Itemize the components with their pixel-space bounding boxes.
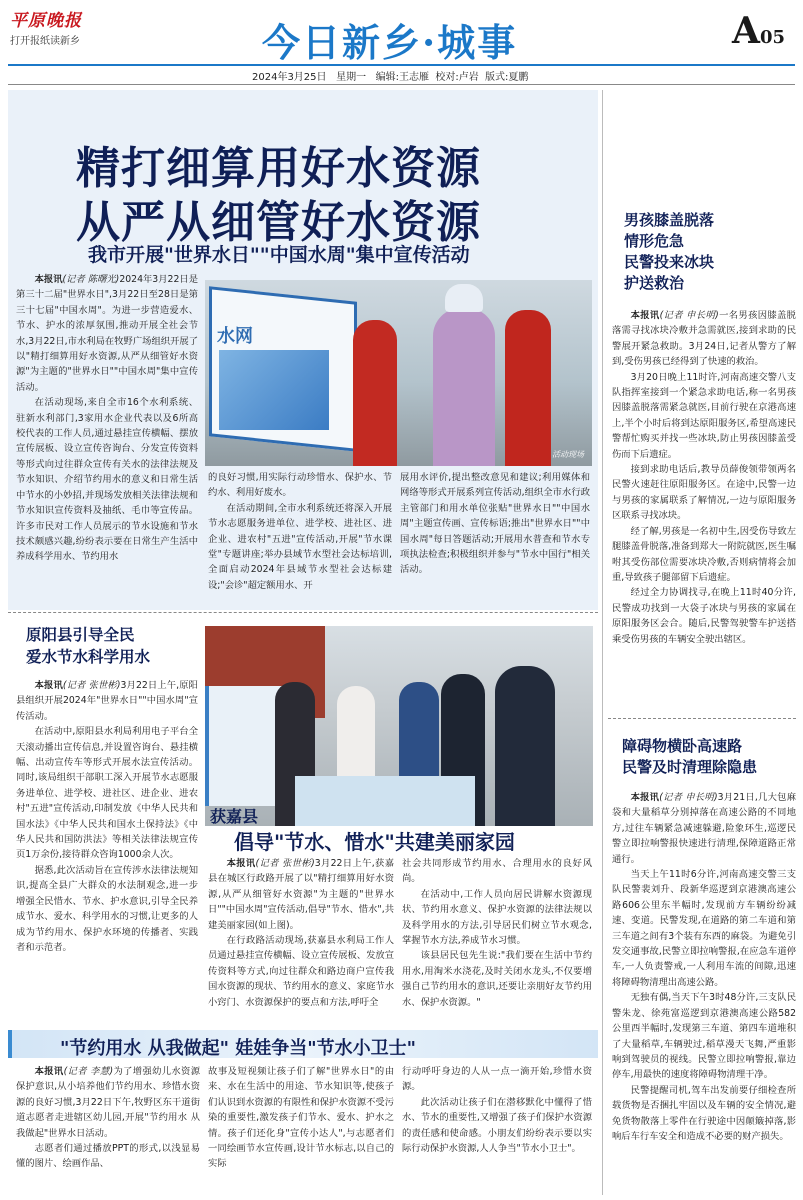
right-top-para-1: 一名男孩因膝盖脱落需寻找冰块冷敷并急需就医,接到求助的民警展开紧急救助。3月24日,记者从警方了解到,受伤男孩已经得到了快速的救治。 (612, 310, 796, 368)
right-top-para-5: 经过全力协调找寻,在晚上11时40分许,民警成功找到一大袋子冰块与男孩的家属在原阳服务区会合。随后,民警驾驶警车护送搭乘受伤男孩的车辆安全驶出辖区。 (612, 587, 796, 645)
column-divider (602, 90, 603, 1195)
right-bottom-para-1: 3月21日,几大包麻袋和大量稻草分别掉落在高速公路的不同地方,过往车辆紧急减速躲避,险象环生,巡逻民警立即拉响警报快速进行清理,保障道路正常通行。 (612, 792, 796, 865)
bottom-column-3 (402, 1064, 592, 1156)
paper-slogan: 打开报纸读新乡 (10, 36, 80, 47)
page-letter: A (732, 10, 760, 52)
right-top-para-4: 经了解,男孩是一名初中生,因受伤导致左腿膝盖骨脱落,准备到郑大一附院就医,医生嘱咐其受伤部位需要冰块冷敷,否则病情将会加重,导致孩子腿部留下后遗症。 (612, 525, 796, 583)
bottom-para-4: 行动呼吁身边的人从一点一滴开始,珍惜水资源。 (402, 1066, 592, 1093)
byline: 本报讯 (630, 310, 660, 321)
bottom-column-2 (208, 1064, 394, 1172)
headline-line: 男孩膝盖脱落 (624, 211, 715, 229)
lead-photo (205, 280, 592, 466)
headline-line: 护送救治 (624, 274, 685, 292)
masthead (0, 0, 803, 86)
lead-para-3: 的良好习惯,用实际行动珍惜水、保护水、节约水、利用好废水。 (208, 472, 392, 499)
board-sign: 水网 (217, 326, 253, 347)
lead-photo-caption: 活动现场 (552, 450, 584, 459)
headline-line: 原阳县引导全民 (26, 625, 135, 644)
lead-column-1 (16, 272, 198, 565)
right-top-para-2: 3月20日晚上11时许,河南高速交警八支队指挥室接到一个紧急求助电话,称一名男孩因膝盖脱落需紧急就医,目前行驶在京港高速上,半个小时后将到达原阳服务区,希望高速民警帮忙购买并找一些冰块,防止男孩因膝盖受伤而下后遗症。 (612, 371, 796, 460)
byline: 本报讯 (34, 1066, 64, 1077)
lead-para-4: 在活动期间,全市水利系统还将深入开展节水志愿服务进单位、进学校、进社区、进企业、进农村"五进"宣传活动,开展"节水课堂"专题讲座;举办县域节水型社会达标培训,全面启动2024年县域节水型社会达标建设;"会诊"超定额用水、开 (208, 502, 392, 591)
section-title: 今日新乡·城事 (262, 20, 518, 65)
lead-para-5: 展用水评价,提出整改意见和建议;利用媒体和网络等形式开展系列宣传活动,组织全市水行政主管部门和用水单位张贴"世界水日""中国水周"主题宣传画、宣传标语;推出"世界水日""中国水周"每日答题活动;开展用水普查和节水专项执法检查;积极组织并参与"节水中国行"相关活动。 (400, 472, 590, 576)
right-bottom-para-4: 民警提醒司机,驾车出发前要仔细检查所载货物是否捆扎牢固以及车辆的安全情况,避免货物散落上零件在行驶途中因颠簸掉落,影响后车行车安全和造成不必要的财产损失。 (612, 1084, 796, 1142)
reporter: (记者 陈曙光) (62, 274, 120, 285)
huojia-para-4: 在活动中,工作人员向居民讲解水资源现状、节约用水意义、保护水资源的法律法规以及科学用水的方法,引导居民们树立节水观念,掌握节水方法,养成节水习惯。 (402, 888, 592, 947)
yuanyang-story (16, 624, 198, 955)
bottom-para-1: 为了增强幼儿水资源保护意识,从小培养他们节约用水、珍惜水资源的良好习惯,3月22日下午,牧野区东干道街道志愿者走进辖区幼儿园,开展"节约用水 从我做起"世界水日活动。 (16, 1066, 200, 1139)
paper-logo: 平原晚报 (10, 11, 82, 31)
headline-line: 民警投来冰块 (624, 253, 715, 271)
reporter: (记者 李慧) (63, 1066, 114, 1077)
huojia-county: 获嘉县 (210, 807, 259, 826)
huojia-para-3: 社会共同形成节约用水、合理用水的良好风尚。 (402, 858, 592, 885)
leaflet-table (295, 776, 475, 826)
huojia-headline: 倡导"节水、惜水"共建美丽家园 (234, 830, 515, 854)
lead-column-3 (400, 470, 590, 578)
huojia-para-5: 该县居民包先生说:"我们要在生活中节约用水,用淘米水浇花,及时关闭水龙头,不仅要增强自己节约用水的意识,还要让亲朋好友节约用水、保护水资源。" (402, 950, 592, 1008)
byline: 本报讯 (34, 274, 63, 285)
headline-line: 爱水节水科学用水 (26, 647, 151, 666)
person-uniform (495, 666, 555, 826)
bottom-para-2: 志愿者们通过播放PPT的形式,以浅显易懂的图片、绘画作品、 (16, 1143, 200, 1170)
headline-line: 民警及时清理除隐患 (622, 758, 758, 776)
reporter: (记者 申长明) (659, 792, 718, 803)
right-bottom-headline (622, 736, 796, 778)
headline-line: 障碍物横卧高速路 (622, 737, 743, 755)
lead-para-2: 在活动现场,来自全市16个水利系统、驻新水利部门,3家用水企业代表以及6所高校代表的工作人员,通过悬挂宣传横幅、摆放宣传展板、设立宣传咨询台、分发宣传资料等形式向过往群众宣传有关水的法律法规及节水知识、介绍节约用水的意义和日常生活中节水的小妙招,并现场发放相关法律法规和节水知识宣传资料及抽纸、毛巾等宣传品。许多市民对工作人员展示的节水设施和节水技术颇感兴趣,纷纷表示要在日常生产生活中养成科学用水、节约用水 (16, 397, 198, 563)
person-cap (445, 284, 483, 312)
reporter: (记者 张世彬) (62, 680, 121, 691)
page-num: 05 (759, 27, 785, 48)
headline-line: 情形危急 (624, 232, 685, 250)
byline: 本报讯 (226, 858, 256, 869)
bottom-para-3: 故事及短视频让孩子们了解"世界水日"的由来、水在生活中的用途、节水知识等,使孩子们认识到水资源的有限性和保护水资源不受污染的重要性,激发孩子们节水、爱水、护水之情。孩子们还化身"宣传小达人",与志愿者们一同绘画节水宣传画,设计节水标志,以自己的实际 (208, 1066, 394, 1170)
reporter: (记者 张世彬) (255, 858, 315, 869)
lead-subhead: 我市开展"世界水日""中国水周"集中宣传活动 (88, 244, 470, 266)
right-top-headline (624, 210, 796, 294)
right-bottom-story (612, 736, 796, 1144)
right-bottom-para-2: 当天上午11时6分许,河南高速交警三支队民警裴刘升、段新华巡逻到京港澳高速公路606公里东半幅时,发现前方车辆纷纷减速、变道。民警发现,在道路的第二车道和第三车道之间有3个装有东西的麻袋。为避免引发交通事故,民警立即拉响警报,在应急车道停车,一人负责警戒,一人利用车流的间隙,迅速将障碍物清理出高速公路。 (612, 869, 796, 988)
right-bottom-para-3: 无独有偶,当天下午3时48分许,三支队民警朱龙、徐苑富巡逻到京港澳高速公路582公里西半幅时,发现第三车道、第四车道堆积了大量稻草,车辆驶过,稻草漫天飞舞,严重影响到驾驶员的视线。民警立即拉响警报,靠边停车,用最快的速度将障碍物清理干净。 (612, 992, 796, 1081)
lead-headline-2: 从严从细管好水资源 (76, 197, 481, 248)
display-boards (205, 686, 285, 806)
top-rule (8, 64, 795, 66)
huojia-photo (205, 626, 593, 826)
right-top-para-3: 接到求助电话后,教导员薛俊领带领两名民警火速赶往原阳服务区。在途中,民警一边与男孩的家属联系了解情况,一边与原阳服务区联系寻找冰块。 (612, 464, 796, 522)
lead-headline-1: 精打细算用好水资源 (76, 143, 481, 194)
bottom-column-1 (16, 1064, 200, 1172)
yuanyang-headline (26, 624, 198, 668)
huojia-para-1: 3月22日上午,获嘉县在城区行政路开展了以"精打细算用好水资源,从严从细管好水资源"为主题的"世界水日""中国水周"宣传活动,倡导"节水、惜水",共建美丽家园(如上图)。 (208, 858, 394, 931)
byline: 本报讯 (34, 680, 63, 691)
person-red-vest-1 (353, 320, 397, 466)
yuanyang-para-3: 据悉,此次活动旨在宣传涉水法律法规知识,提高全县广大群众的水法制观念,进一步增强全民惜水、节水、护水意识,引导全民养成节水、爱水、科学用水的习惯,让更多的人成为节约用水、保护水环境的传播者、实践者和示范者。 (16, 864, 198, 953)
right-top-story (612, 210, 796, 647)
bottom-headline: "节约用水 从我做起" 娃娃争当"节水小卫士" (60, 1038, 417, 1059)
lead-column-2 (208, 470, 392, 593)
person-pink-jacket (433, 308, 495, 466)
bottom-rule (8, 84, 795, 85)
page-number (732, 10, 785, 52)
lead-para-1: 2024年3月22日是第三十二届"世界水日",3月22日至28日是第三十七届"中国水周"。为进一步营造爱水、节水、护水的浓厚氛围,推动开展全社会节水,3月22日,市水利局在牧野广场组织开展了以"精打细算用好水资源,从严从细管好水资源"为主题的"世界水日""中国水周"集中宣传活动。 (16, 274, 198, 393)
huojia-para-2: 在行政路活动现场,获嘉县水利局工作人员通过悬挂宣传横幅、设立宣传展板、发放宣传资料等方式,向过往群众和路边商户宣传我国水资源的现状、节约用水的意义、家庭节水小窍门、水资源保护的要点和方法,呼吁全 (208, 935, 394, 1008)
yuanyang-para-1: 3月22日上午,原阳县组织开展2024年"世界水日""中国水周"宣传活动。 (16, 680, 198, 722)
dateline: 2024年3月25日 星期一 编辑:王志雁 校对:卢岩 版式:夏鹏 (252, 72, 529, 83)
byline: 本报讯 (630, 792, 660, 803)
mid-divider (8, 612, 598, 613)
yuanyang-para-2: 在活动中,原阳县水利局利用电子平台全天滚动播出宣传信息,并设置咨询台、悬挂横幅、出动宣传车等形式开展水法宣传活动。同时,该局组织干部职工深入开展节水志愿服务进单位、进学校、进社区、进企业、进农村"五进"宣传活动,印制发放《中华人民共和国水法》《中华人民共和国水土保持法》《中华人民共和国防洪法》等相关法律法规宣传页1万余份,接待群众咨询1000余人次。 (16, 726, 198, 861)
bottom-para-5: 此次活动让孩子们在潜移默化中懂得了惜水、节水的重要性,又增强了孩子们保护水资源的责任感和使命感。小朋友们纷纷表示要以实际行动保护水资源,人人争当"节水小卫士"。 (402, 1096, 592, 1155)
person-red-vest-2 (505, 310, 551, 466)
reporter: (记者 申长明) (659, 310, 719, 321)
board-poster (219, 350, 329, 430)
right-divider (608, 718, 796, 719)
huojia-column-1 (208, 856, 394, 1010)
huojia-column-2 (402, 856, 592, 1010)
